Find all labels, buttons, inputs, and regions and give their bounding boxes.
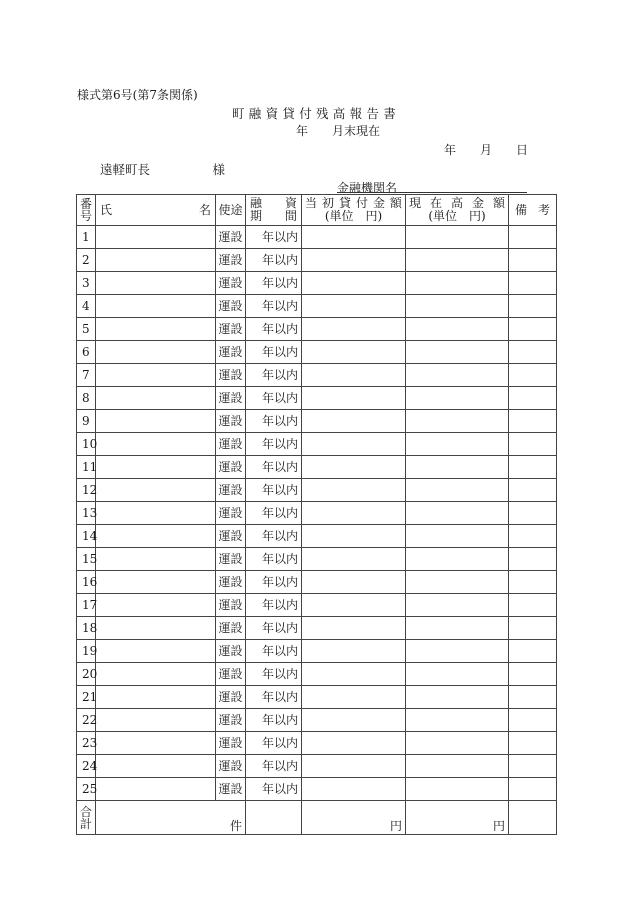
table-row bbox=[77, 525, 557, 548]
header-name-1: 氏 bbox=[100, 203, 113, 217]
use-cell: 運設 bbox=[216, 709, 246, 732]
row-number: 4 bbox=[77, 295, 96, 318]
name-cell[interactable] bbox=[96, 502, 216, 525]
table-row bbox=[77, 594, 557, 617]
table-row bbox=[77, 663, 557, 686]
initial-amount-cell[interactable] bbox=[302, 709, 406, 732]
name-cell[interactable] bbox=[96, 755, 216, 778]
total-label-2: 計 bbox=[79, 816, 92, 831]
remarks-cell[interactable] bbox=[509, 732, 557, 755]
use-cell: 運設 bbox=[216, 686, 246, 709]
header-char: 現 bbox=[409, 196, 422, 210]
total-row bbox=[77, 801, 557, 835]
remarks-cell[interactable] bbox=[509, 502, 557, 525]
report-date: 年 月 日 bbox=[444, 143, 529, 157]
header-char: 初 bbox=[321, 196, 334, 210]
term-cell[interactable]: 年以内 bbox=[246, 709, 302, 732]
initial-amount-cell[interactable] bbox=[302, 341, 406, 364]
term-cell[interactable]: 年以内 bbox=[246, 571, 302, 594]
row-number: 16 bbox=[77, 571, 96, 594]
row-number: 11 bbox=[77, 456, 96, 479]
institution-label: 金融機関名 bbox=[337, 181, 398, 195]
term-cell[interactable]: 年以内 bbox=[246, 318, 302, 341]
remarks-cell[interactable] bbox=[509, 226, 557, 249]
name-cell[interactable] bbox=[96, 640, 216, 663]
name-cell[interactable] bbox=[96, 456, 216, 479]
table-row bbox=[77, 318, 557, 341]
term-cell[interactable]: 年以内 bbox=[246, 249, 302, 272]
total-label bbox=[77, 801, 96, 835]
remarks-cell[interactable] bbox=[509, 295, 557, 318]
row-number: 24 bbox=[77, 755, 96, 778]
remarks-cell[interactable] bbox=[509, 433, 557, 456]
name-cell[interactable] bbox=[96, 778, 216, 801]
use-cell: 運設 bbox=[216, 272, 246, 295]
as-of-date: 年 月末現在 bbox=[296, 124, 381, 138]
header-number bbox=[77, 195, 96, 226]
use-cell: 運設 bbox=[216, 318, 246, 341]
name-cell[interactable] bbox=[96, 709, 216, 732]
form-number: 様式第6号(第7条関係) bbox=[77, 88, 198, 102]
balance-cell[interactable] bbox=[406, 732, 509, 755]
remarks-cell[interactable] bbox=[509, 778, 557, 801]
initial-amount-cell[interactable] bbox=[302, 433, 406, 456]
total-label-1: 合 bbox=[79, 804, 92, 819]
table-row bbox=[77, 709, 557, 732]
remarks-cell[interactable] bbox=[509, 249, 557, 272]
initial-amount-cell[interactable] bbox=[302, 502, 406, 525]
term-cell[interactable]: 年以内 bbox=[246, 525, 302, 548]
header-term-2: 資 bbox=[284, 196, 297, 210]
name-cell[interactable] bbox=[96, 686, 216, 709]
initial-amount-cell[interactable] bbox=[302, 410, 406, 433]
balance-cell[interactable] bbox=[406, 318, 509, 341]
term-cell[interactable]: 年以内 bbox=[246, 433, 302, 456]
total-initial-cell[interactable] bbox=[302, 801, 406, 835]
header-char: 金 bbox=[372, 196, 385, 210]
initial-amount-cell[interactable] bbox=[302, 548, 406, 571]
term-cell[interactable]: 年以内 bbox=[246, 456, 302, 479]
header-char: 金 bbox=[471, 196, 484, 210]
header-term-3: 期 bbox=[250, 209, 263, 223]
header-char: 当 bbox=[305, 196, 318, 210]
row-number: 25 bbox=[77, 778, 96, 801]
table-row bbox=[77, 433, 557, 456]
table-row bbox=[77, 502, 557, 525]
row-number: 13 bbox=[77, 502, 96, 525]
remarks-cell[interactable] bbox=[509, 364, 557, 387]
table-row bbox=[77, 249, 557, 272]
initial-amount-cell[interactable] bbox=[302, 272, 406, 295]
initial-amount-cell[interactable] bbox=[302, 318, 406, 341]
use-cell: 運設 bbox=[216, 456, 246, 479]
name-cell[interactable] bbox=[96, 732, 216, 755]
header-number-2: 号 bbox=[79, 209, 92, 223]
table-row bbox=[77, 479, 557, 502]
balance-cell[interactable] bbox=[406, 525, 509, 548]
table-body bbox=[77, 226, 557, 801]
header-remarks bbox=[509, 195, 557, 226]
balance-cell[interactable] bbox=[406, 433, 509, 456]
term-cell[interactable]: 年以内 bbox=[246, 226, 302, 249]
table-row bbox=[77, 456, 557, 479]
initial-amount-cell[interactable] bbox=[302, 525, 406, 548]
use-cell: 運設 bbox=[216, 640, 246, 663]
row-number: 20 bbox=[77, 663, 96, 686]
row-number: 9 bbox=[77, 410, 96, 433]
initial-amount-cell[interactable] bbox=[302, 778, 406, 801]
balance-cell[interactable] bbox=[406, 709, 509, 732]
total-count-unit: 件 bbox=[229, 819, 242, 833]
remarks-cell[interactable] bbox=[509, 410, 557, 433]
initial-amount-cell[interactable] bbox=[302, 387, 406, 410]
balance-cell[interactable] bbox=[406, 226, 509, 249]
row-number: 18 bbox=[77, 617, 96, 640]
term-cell[interactable]: 年以内 bbox=[246, 663, 302, 686]
use-cell: 運設 bbox=[216, 617, 246, 640]
header-term bbox=[246, 195, 302, 226]
initial-amount-cell[interactable] bbox=[302, 732, 406, 755]
header-term-4: 間 bbox=[284, 209, 297, 223]
use-cell: 運設 bbox=[216, 387, 246, 410]
remarks-cell[interactable] bbox=[509, 571, 557, 594]
initial-amount-cell[interactable] bbox=[302, 663, 406, 686]
balance-cell[interactable] bbox=[406, 387, 509, 410]
use-cell: 運設 bbox=[216, 433, 246, 456]
name-cell[interactable] bbox=[96, 594, 216, 617]
use-cell: 運設 bbox=[216, 594, 246, 617]
table-row bbox=[77, 387, 557, 410]
remarks-cell[interactable] bbox=[509, 686, 557, 709]
use-cell: 運設 bbox=[216, 663, 246, 686]
remarks-cell[interactable] bbox=[509, 272, 557, 295]
term-cell[interactable]: 年以内 bbox=[246, 732, 302, 755]
total-count-cell[interactable] bbox=[96, 801, 246, 835]
table-row bbox=[77, 341, 557, 364]
table-row bbox=[77, 571, 557, 594]
header-name bbox=[96, 195, 216, 226]
table-row bbox=[77, 640, 557, 663]
use-cell: 運設 bbox=[216, 410, 246, 433]
name-cell[interactable] bbox=[96, 272, 216, 295]
term-cell[interactable]: 年以内 bbox=[246, 755, 302, 778]
use-cell: 運設 bbox=[216, 341, 246, 364]
table-row bbox=[77, 755, 557, 778]
balance-cell[interactable] bbox=[406, 617, 509, 640]
header-remarks-1: 備 bbox=[515, 203, 528, 217]
term-cell[interactable]: 年以内 bbox=[246, 272, 302, 295]
row-number: 12 bbox=[77, 479, 96, 502]
use-cell: 運設 bbox=[216, 479, 246, 502]
row-number: 10 bbox=[77, 433, 96, 456]
header-initial-amount-unit: (単位 円) bbox=[324, 209, 383, 223]
header-char: 付 bbox=[355, 196, 368, 210]
initial-amount-cell[interactable] bbox=[302, 594, 406, 617]
use-cell: 運設 bbox=[216, 732, 246, 755]
term-cell[interactable]: 年以内 bbox=[246, 295, 302, 318]
row-number: 6 bbox=[77, 341, 96, 364]
term-cell[interactable]: 年以内 bbox=[246, 686, 302, 709]
loan-balance-table bbox=[76, 194, 557, 835]
name-cell[interactable] bbox=[96, 249, 216, 272]
table-row bbox=[77, 686, 557, 709]
remarks-cell[interactable] bbox=[509, 548, 557, 571]
name-cell[interactable] bbox=[96, 341, 216, 364]
initial-amount-cell[interactable] bbox=[302, 456, 406, 479]
use-cell: 運設 bbox=[216, 778, 246, 801]
row-number: 15 bbox=[77, 548, 96, 571]
name-cell[interactable] bbox=[96, 387, 216, 410]
header-char: 額 bbox=[389, 196, 402, 210]
balance-cell[interactable] bbox=[406, 410, 509, 433]
row-number: 22 bbox=[77, 709, 96, 732]
row-number: 1 bbox=[77, 226, 96, 249]
total-balance-unit: 円 bbox=[492, 819, 505, 833]
use-cell: 運設 bbox=[216, 295, 246, 318]
header-initial-amount bbox=[302, 195, 406, 226]
initial-amount-cell[interactable] bbox=[302, 226, 406, 249]
table-row bbox=[77, 295, 557, 318]
term-cell[interactable]: 年以内 bbox=[246, 617, 302, 640]
name-cell[interactable] bbox=[96, 479, 216, 502]
name-cell[interactable] bbox=[96, 617, 216, 640]
institution-name-line[interactable] bbox=[337, 192, 527, 193]
header-balance bbox=[406, 195, 509, 226]
balance-cell[interactable] bbox=[406, 548, 509, 571]
total-initial-unit: 円 bbox=[389, 819, 402, 833]
addressee: 遠軽町長 様 bbox=[100, 162, 226, 177]
remarks-cell[interactable] bbox=[509, 525, 557, 548]
use-cell: 運設 bbox=[216, 502, 246, 525]
balance-cell[interactable] bbox=[406, 502, 509, 525]
document-title: 町融資貸付残高報告書 bbox=[232, 106, 401, 121]
name-cell[interactable] bbox=[96, 433, 216, 456]
row-number: 17 bbox=[77, 594, 96, 617]
balance-cell[interactable] bbox=[406, 479, 509, 502]
initial-amount-cell[interactable] bbox=[302, 755, 406, 778]
row-number: 2 bbox=[77, 249, 96, 272]
term-cell[interactable]: 年以内 bbox=[246, 410, 302, 433]
term-cell[interactable]: 年以内 bbox=[246, 479, 302, 502]
balance-cell[interactable] bbox=[406, 272, 509, 295]
name-cell[interactable] bbox=[96, 295, 216, 318]
balance-cell[interactable] bbox=[406, 594, 509, 617]
row-number: 19 bbox=[77, 640, 96, 663]
use-cell: 運設 bbox=[216, 226, 246, 249]
remarks-cell[interactable] bbox=[509, 479, 557, 502]
table-header-row bbox=[77, 195, 557, 226]
remarks-cell[interactable] bbox=[509, 617, 557, 640]
initial-amount-cell[interactable] bbox=[302, 617, 406, 640]
name-cell[interactable] bbox=[96, 571, 216, 594]
remarks-cell[interactable] bbox=[509, 341, 557, 364]
header-term-1: 融 bbox=[250, 196, 263, 210]
name-cell[interactable] bbox=[96, 663, 216, 686]
header-remarks-2: 考 bbox=[537, 203, 550, 217]
total-remarks-cell[interactable] bbox=[509, 801, 557, 835]
name-cell[interactable] bbox=[96, 548, 216, 571]
table-row bbox=[77, 410, 557, 433]
row-number: 21 bbox=[77, 686, 96, 709]
initial-amount-cell[interactable] bbox=[302, 249, 406, 272]
header-char: 在 bbox=[429, 196, 442, 210]
table-row bbox=[77, 732, 557, 755]
row-number: 14 bbox=[77, 525, 96, 548]
use-cell: 運設 bbox=[216, 249, 246, 272]
row-number: 7 bbox=[77, 364, 96, 387]
name-cell[interactable] bbox=[96, 410, 216, 433]
balance-cell[interactable] bbox=[406, 364, 509, 387]
remarks-cell[interactable] bbox=[509, 387, 557, 410]
header-name-2: 名 bbox=[198, 203, 211, 217]
row-number: 3 bbox=[77, 272, 96, 295]
balance-cell[interactable] bbox=[406, 456, 509, 479]
balance-cell[interactable] bbox=[406, 686, 509, 709]
initial-amount-cell[interactable] bbox=[302, 479, 406, 502]
use-cell: 運設 bbox=[216, 548, 246, 571]
name-cell[interactable] bbox=[96, 226, 216, 249]
use-cell: 運設 bbox=[216, 364, 246, 387]
remarks-cell[interactable] bbox=[509, 640, 557, 663]
remarks-cell[interactable] bbox=[509, 594, 557, 617]
row-number: 23 bbox=[77, 732, 96, 755]
use-cell: 運設 bbox=[216, 755, 246, 778]
term-cell[interactable]: 年以内 bbox=[246, 387, 302, 410]
balance-cell[interactable] bbox=[406, 778, 509, 801]
table-row bbox=[77, 778, 557, 801]
name-cell[interactable] bbox=[96, 525, 216, 548]
total-term-cell[interactable] bbox=[246, 801, 302, 835]
term-cell[interactable]: 年以内 bbox=[246, 341, 302, 364]
initial-amount-cell[interactable] bbox=[302, 295, 406, 318]
name-cell[interactable] bbox=[96, 364, 216, 387]
term-cell[interactable]: 年以内 bbox=[246, 778, 302, 801]
balance-cell[interactable] bbox=[406, 295, 509, 318]
balance-cell[interactable] bbox=[406, 249, 509, 272]
initial-amount-cell[interactable] bbox=[302, 364, 406, 387]
table-row bbox=[77, 617, 557, 640]
initial-amount-cell[interactable] bbox=[302, 571, 406, 594]
header-use: 使途 bbox=[216, 195, 246, 226]
balance-cell[interactable] bbox=[406, 663, 509, 686]
balance-cell[interactable] bbox=[406, 341, 509, 364]
initial-amount-cell[interactable] bbox=[302, 640, 406, 663]
row-number: 5 bbox=[77, 318, 96, 341]
remarks-cell[interactable] bbox=[509, 318, 557, 341]
term-cell[interactable]: 年以内 bbox=[246, 640, 302, 663]
balance-cell[interactable] bbox=[406, 755, 509, 778]
table-row bbox=[77, 548, 557, 571]
balance-cell[interactable] bbox=[406, 571, 509, 594]
header-char: 高 bbox=[450, 196, 463, 210]
term-cell[interactable]: 年以内 bbox=[246, 594, 302, 617]
table-row bbox=[77, 272, 557, 295]
term-cell[interactable]: 年以内 bbox=[246, 364, 302, 387]
term-cell[interactable]: 年以内 bbox=[246, 502, 302, 525]
initial-amount-cell[interactable] bbox=[302, 686, 406, 709]
term-cell[interactable]: 年以内 bbox=[246, 548, 302, 571]
name-cell[interactable] bbox=[96, 318, 216, 341]
balance-cell[interactable] bbox=[406, 640, 509, 663]
remarks-cell[interactable] bbox=[509, 709, 557, 732]
use-cell: 運設 bbox=[216, 525, 246, 548]
table-row bbox=[77, 226, 557, 249]
table-row bbox=[77, 364, 557, 387]
total-balance-cell[interactable] bbox=[406, 801, 509, 835]
row-number: 8 bbox=[77, 387, 96, 410]
remarks-cell[interactable] bbox=[509, 755, 557, 778]
header-number-1: 番 bbox=[79, 197, 92, 211]
header-char: 額 bbox=[492, 196, 505, 210]
remarks-cell[interactable] bbox=[509, 663, 557, 686]
header-char: 貸 bbox=[338, 196, 351, 210]
remarks-cell[interactable] bbox=[509, 456, 557, 479]
use-cell: 運設 bbox=[216, 571, 246, 594]
header-balance-unit: (単位 円) bbox=[428, 209, 486, 223]
